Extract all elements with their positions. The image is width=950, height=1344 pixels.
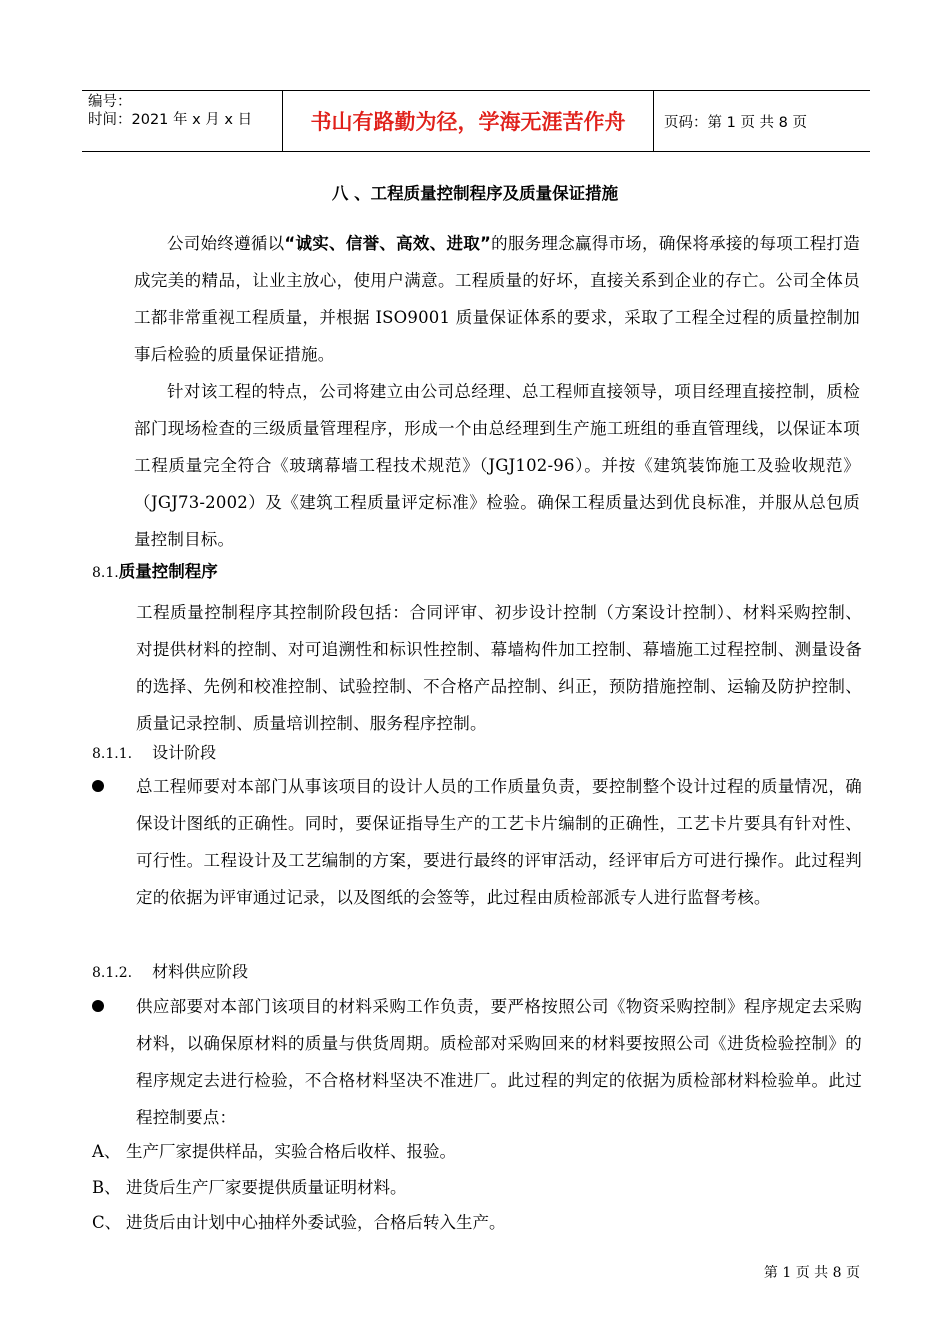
list-item-text: 进货后由计划中心抽样外委试验，合格后转入生产。 bbox=[126, 1213, 506, 1232]
list-item-text: 生产厂家提供样品，实验合格后收样、报验。 bbox=[126, 1142, 456, 1161]
header-meta bbox=[82, 91, 282, 151]
list-item-text: 进货后生产厂家要提供质量证明材料。 bbox=[126, 1178, 407, 1197]
list-item bbox=[92, 1211, 506, 1235]
intro-text: 公司始终遵循以 bbox=[167, 234, 285, 253]
list-item bbox=[92, 1140, 456, 1164]
section-heading-8-1-2 bbox=[92, 960, 248, 985]
section-8-1-2-bullet-text: 供应部要对本部门该项目的材料采购工作负责，要严格按照公司《物资采购控制》程序规定去采购材料，以确保原材料的质量与供货周期。质检部对采购回来的材料要按照公司《进货检验控制》的程序规定去进行检验，不合格材料坚决不准进厂。此过程的判定的依据为质检部材料检验单。此过程控制要点： bbox=[136, 997, 862, 1127]
header-motto: 书山有路勤为径，学海无涯苦作舟 bbox=[282, 91, 654, 151]
section-number: 8.1. bbox=[92, 565, 119, 581]
header-page-info: 页码：第 1 页 共 8 页 bbox=[664, 114, 807, 131]
page-header bbox=[82, 90, 870, 152]
bullet-icon bbox=[92, 1000, 104, 1012]
list-item bbox=[92, 1176, 407, 1200]
bullet-icon bbox=[92, 780, 104, 792]
page-footer: 第 1 页 共 8 页 bbox=[763, 1265, 860, 1281]
list-item-marker: A、 bbox=[92, 1142, 121, 1161]
section-title: 质量控制程序 bbox=[118, 562, 218, 581]
document-title: 八 、工程质量控制程序及质量保证措施 bbox=[331, 184, 619, 203]
section-title: 材料供应阶段 bbox=[152, 962, 249, 981]
document-date: 时间：2021 年 x 月 x 日 bbox=[88, 112, 253, 128]
section-title: 设计阶段 bbox=[152, 743, 217, 762]
section-8-1-text: 工程质量控制程序其控制阶段包括：合同评审、初步设计控制（方案设计控制）、材料采购控制、对提供材料的控制、对可追溯性和标识性控制、幕墙构件加工控制、幕墙施工过程控制、测量设备的选择、先例和校准控制、试验控制、不合格产品控制、纠正，预防措施控制、运输及防护控制、质量记录控制、质量培训控制、服务程序控制。 bbox=[136, 603, 862, 733]
section-heading-8-1 bbox=[92, 560, 218, 585]
document-number-label: 编号： bbox=[88, 94, 132, 110]
section-number: 8.1.2. bbox=[92, 965, 133, 981]
intro-motto-bold: “诚实、信誉、高效、进取” bbox=[284, 234, 492, 253]
list-item-marker: B、 bbox=[92, 1178, 121, 1197]
list-item-marker: C、 bbox=[92, 1213, 122, 1232]
section-heading-8-1-1 bbox=[92, 741, 216, 766]
intro-paragraph-2: 针对该工程的特点，公司将建立由公司总经理、总工程师直接领导，项目经理直接控制，质检部门现场检查的三级质量管理程序，形成一个由总经理到生产施工班组的垂直管理线，以保证本项工程质量完全符合《玻璃幕墙工程技术规范》（JGJ102-96）。并按《建筑装饰施工及验收规范》（JGJ73-2002）及《建筑工程质量评定标准》检验。确保工程质量达到优良标准，并服从总包质量控制目标。 bbox=[134, 382, 860, 549]
intro-text-continued: 的服务理念赢得市场，确保将承接的每项工程打造成完美的精品，让业主放心，使用户满意。工程质量的好坏，直接关系到企业的存亡。公司全体员工都非常重视工程质量，并根据 ISO9001 质量保证体系的要求，采取了工程全过程的质量控制加事后检验的质量保证措施。 bbox=[134, 234, 860, 364]
section-8-1-1-bullet-text: 总工程师要对本部门从事该项目的设计人员的工作质量负责，要控制整个设计过程的质量情况，确保设计图纸的正确性。同时，要保证指导生产的工艺卡片编制的正确性，工艺卡片要具有针对性、可行性。工程设计及工艺编制的方案，要进行最终的评审活动，经评审后方可进行操作。此过程判定的依据为评审通过记录，以及图纸的会签等，此过程由质检部派专人进行监督考核。 bbox=[136, 777, 862, 907]
intro-paragraph-1 bbox=[134, 225, 860, 373]
section-number: 8.1.1. bbox=[92, 746, 133, 762]
